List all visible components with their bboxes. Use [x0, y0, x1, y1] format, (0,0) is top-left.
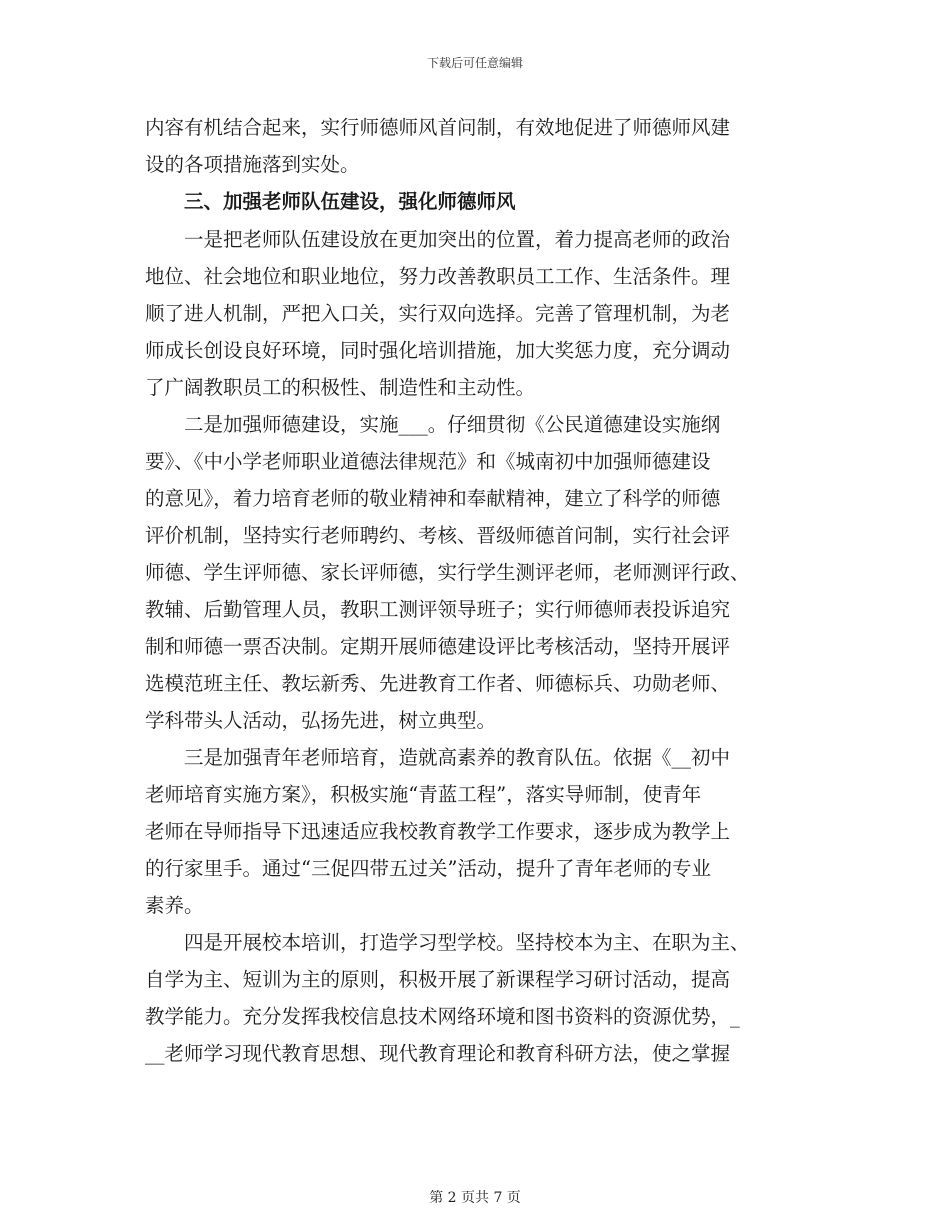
body-line: 了广阔教职员工的积极性、制造性和主动性。: [145, 376, 536, 399]
body-line: 地位、社会地位和职业地位，努力改善教职员工工作、生活条件。理: [145, 265, 731, 288]
body-line: 制和师德一票否决制。定期开展师德建设评比考核活动，坚持开展评: [145, 635, 731, 658]
body-line: 要》、《中小学老师职业道德法律规范》和《城南初中加强师德建设: [145, 450, 711, 473]
body-line: 学科带头人活动，弘扬先进，树立典型。: [145, 709, 497, 732]
body-line: 四是开展校本培训，打造学习型学校。坚持校本为主、在职为主、: [145, 931, 750, 954]
body-line: __老师学习现代教育思想、现代教育理论和教育科研方法，使之掌握: [145, 1042, 731, 1065]
body-line: 评价机制，坚持实行老师聘约、考核、晋级师德首问制，实行社会评: [145, 524, 731, 547]
body-line: 师成长创设良好环境，同时强化培训措施，加大奖惩力度，充分调动: [145, 339, 731, 362]
body-line: 教辅、后勤管理人员，教职工测评领导班子；实行师德师表投诉追究: [145, 598, 731, 621]
body-line: 一是把老师队伍建设放在更加突出的位置，着力提高老师的政治: [145, 228, 731, 251]
body-line: 选模范班主任、教坛新秀、先进教育工作者、师德标兵、功勋老师、: [145, 672, 731, 695]
body-line: 三是加强青年老师培育，造就高素养的教育队伍。依据《__初中: [145, 746, 731, 769]
body-line: 老师培育实施方案》，积极实施“青蓝工程”，落实导师制，使青年: [145, 783, 702, 806]
body-line: 的行家里手。通过“三促四带五过关”活动，提升了青年老师的专业: [145, 857, 711, 880]
body-line: 素养。: [145, 894, 204, 917]
body-line: 内容有机结合起来，实行师德师风首问制，有效地促进了师德师风建: [145, 116, 731, 139]
body-line: 的意见》，着力培育老师的敬业精神和奉献精神，建立了科学的师德: [145, 487, 721, 510]
body-line: 设的各项措施落到实处。: [145, 153, 360, 176]
page-number-footer: 第 2 页共 7 页: [429, 1190, 521, 1206]
body-line: 教学能力。充分发挥我校信息技术网络环境和图书资料的资源优势，_: [145, 1005, 740, 1028]
body-line: 二是加强师德建设，实施___。仔细贯彻《公民道德建设实施纲: [145, 413, 721, 436]
body-line: 师德、学生评师德、家长评师德，实行学生测评老师，老师测评行政、: [145, 561, 750, 584]
body-line: 老师在导师指导下迅速适应我校教育教学工作要求，逐步成为教学上: [145, 820, 731, 843]
body-line: 自学为主、短训为主的原则，积极开展了新课程学习研讨活动，提高: [145, 968, 731, 991]
body-line: 顺了进人机制，严把入口关，实行双向选择。完善了管理机制，为老: [145, 302, 731, 325]
section-heading: 三、加强老师队伍建设，强化师德师风: [145, 190, 516, 213]
page-header: 下载后可任意编辑: [426, 56, 523, 70]
